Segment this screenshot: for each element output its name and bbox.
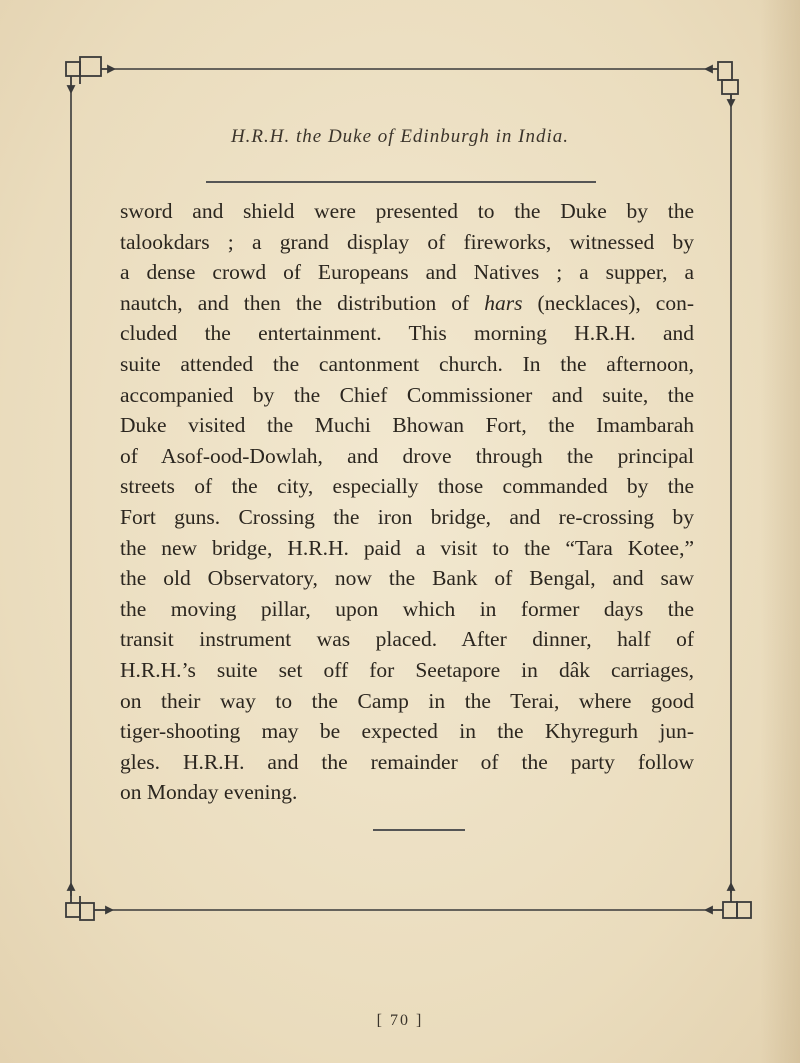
text-line: Duke visited the Muchi Bhowan Fort, the Imambarah [120, 413, 694, 438]
text-line: transit instrument was placed. After dinner, half of [120, 627, 694, 652]
text-line: gles. H.R.H. and the remainder of the party follow [120, 749, 694, 774]
end-rule [373, 829, 465, 831]
text-line: the new bridge, H.R.H. paid a visit to the “Tara Kotee,” [120, 535, 694, 560]
corner-ornament-bottom-left [66, 884, 112, 920]
text-line: talookdars ; a grand display of fireworks, witnessed by [120, 229, 694, 254]
text-line: the old Observatory, now the Bank of Bengal, and saw [120, 566, 694, 591]
page-number: [ 70 ] [376, 1012, 424, 1029]
text-line: cluded the entertainment. This morning H.R.H. and [120, 321, 694, 346]
text-line: on their way to the Camp in the Terai, where good [120, 688, 694, 713]
text-line: the moving pillar, upon which in former days the [120, 596, 694, 621]
text-line: H.R.H.’s suite set off for Seetapore in dâk carriages, [120, 657, 694, 682]
text-line: a dense crowd of Europeans and Natives ; a supper, a [120, 260, 694, 285]
corner-ornament-top-left [66, 57, 114, 92]
text-line: nautch, and then the distribution of hars (necklaces), con- [120, 290, 694, 315]
text-line: accompanied by the Chief Commissioner and suite, the [120, 382, 694, 407]
corner-ornament-top-right [706, 62, 738, 106]
text-line: suite attended the cantonment church. In the afternoon, [120, 351, 694, 376]
text-line: tiger-shooting may be expected in the Khyregurh jun- [120, 719, 694, 744]
body-text [120, 196, 694, 808]
text-line: streets of the city, especially those commanded by the [120, 474, 694, 499]
text-line: Fort guns. Crossing the iron bridge, and re-crossing by [120, 504, 694, 529]
text-line: on Monday evening. [120, 780, 298, 805]
corner-ornament-bottom-right [706, 884, 751, 918]
text-line: sword and shield were presented to the Duke by the [120, 199, 694, 223]
running-header: H.R.H. the Duke of Edinburgh in India. [230, 126, 570, 147]
text-line: of Asof-ood-Dowlah, and drove through the principal [120, 443, 694, 468]
header-rule [206, 181, 596, 183]
